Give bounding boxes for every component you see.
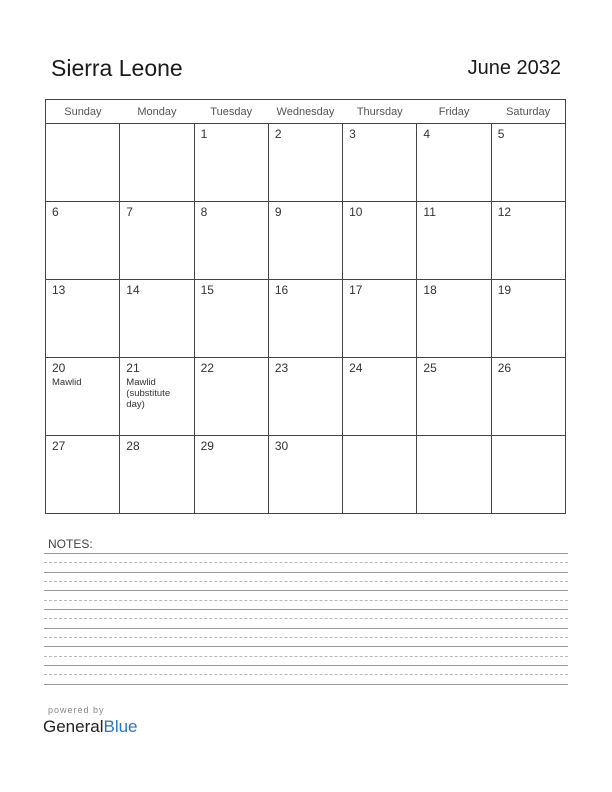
day-cell <box>120 202 194 280</box>
day-cell <box>491 280 565 358</box>
day-cell <box>46 358 120 436</box>
holiday-label: Mawlid (substitute day) <box>126 377 171 410</box>
day-cell <box>417 124 491 202</box>
day-number: 22 <box>200 361 214 375</box>
day-cell <box>194 358 268 436</box>
day-number: 1 <box>200 127 208 141</box>
day-cell <box>46 436 120 514</box>
day-cell <box>268 124 342 202</box>
notes-line <box>44 562 568 563</box>
day-number: 10 <box>349 205 363 219</box>
day-cell <box>194 124 268 202</box>
day-cell <box>46 280 120 358</box>
notes-line <box>44 572 568 573</box>
notes-label: NOTES: <box>48 537 93 551</box>
day-number: 27 <box>52 439 66 453</box>
day-cell <box>194 280 268 358</box>
weekday-thursday: Thursday <box>343 100 417 124</box>
day-cell <box>268 358 342 436</box>
day-number: 24 <box>349 361 363 375</box>
day-number: 20 <box>52 361 66 375</box>
notes-line <box>44 590 568 591</box>
day-number: 23 <box>274 361 289 375</box>
day-cell <box>417 358 491 436</box>
day-cell <box>46 124 120 202</box>
powered-by-text: powered by <box>48 705 105 715</box>
day-number: 12 <box>497 205 512 219</box>
day-cell <box>491 358 565 436</box>
notes-line <box>44 553 568 554</box>
brand-general: General <box>43 717 104 736</box>
day-number: 4 <box>423 127 431 141</box>
day-cell <box>417 436 491 514</box>
day-cell <box>268 436 342 514</box>
day-cell <box>343 280 417 358</box>
day-cell <box>120 280 194 358</box>
day-cell <box>120 436 194 514</box>
generalblue-logo[interactable] <box>43 717 138 737</box>
day-number: 30 <box>274 439 289 453</box>
day-cell <box>343 436 417 514</box>
day-number: 7 <box>126 205 133 219</box>
day-cell <box>194 436 268 514</box>
holiday-label: Mawlid <box>52 377 82 388</box>
day-cell <box>343 358 417 436</box>
day-cell <box>46 202 120 280</box>
day-cell <box>491 124 565 202</box>
weekday-saturday: Saturday <box>491 100 565 124</box>
notes-line <box>44 656 568 657</box>
notes-line <box>44 628 568 629</box>
weekday-wednesday: Wednesday <box>268 100 342 124</box>
day-number: 5 <box>497 127 505 141</box>
notes-line <box>44 684 568 685</box>
week-row <box>46 280 566 358</box>
day-number: 29 <box>200 439 214 453</box>
notes-line <box>44 618 568 619</box>
weekday-friday: Friday <box>417 100 491 124</box>
day-cell <box>194 202 268 280</box>
notes-line <box>44 600 568 601</box>
day-number: 19 <box>497 283 512 297</box>
day-cell <box>268 280 342 358</box>
day-cell <box>417 202 491 280</box>
weekday-header-row <box>46 100 566 124</box>
country-title: Sierra Leone <box>51 55 183 81</box>
day-cell <box>491 202 565 280</box>
notes-line <box>44 581 568 582</box>
notes-line <box>44 637 568 638</box>
day-cell <box>343 124 417 202</box>
notes-line <box>44 674 568 675</box>
day-number: 25 <box>423 361 437 375</box>
notes-line <box>44 665 568 666</box>
day-number: 26 <box>497 361 512 375</box>
day-number: 15 <box>200 283 214 297</box>
month-year-title: June 2032 <box>467 57 561 79</box>
day-cell <box>120 358 194 436</box>
day-number: 17 <box>349 283 363 297</box>
day-cell <box>120 124 194 202</box>
day-number: 8 <box>200 205 208 219</box>
day-number: 14 <box>126 283 140 297</box>
day-number: 2 <box>274 127 282 141</box>
day-number: 9 <box>274 205 282 219</box>
week-row <box>46 202 566 280</box>
day-number: 16 <box>274 283 289 297</box>
day-number: 28 <box>126 439 140 453</box>
week-row <box>46 436 566 514</box>
day-cell <box>268 202 342 280</box>
notes-line <box>44 609 568 610</box>
calendar-grid <box>45 99 566 514</box>
day-number: 18 <box>423 283 437 297</box>
weekday-monday: Monday <box>120 100 194 124</box>
weekday-tuesday: Tuesday <box>194 100 268 124</box>
day-cell <box>491 436 565 514</box>
day-number: 11 <box>423 205 436 219</box>
day-cell <box>343 202 417 280</box>
weekday-sunday: Sunday <box>46 100 120 124</box>
week-row <box>46 358 566 436</box>
day-number: 21 <box>126 361 140 375</box>
day-cell <box>417 280 491 358</box>
day-number: 3 <box>349 127 356 141</box>
day-number: 6 <box>52 205 59 219</box>
week-row <box>46 124 566 202</box>
day-number: 13 <box>52 283 66 297</box>
notes-line <box>44 646 568 647</box>
brand-blue: Blue <box>103 717 138 736</box>
